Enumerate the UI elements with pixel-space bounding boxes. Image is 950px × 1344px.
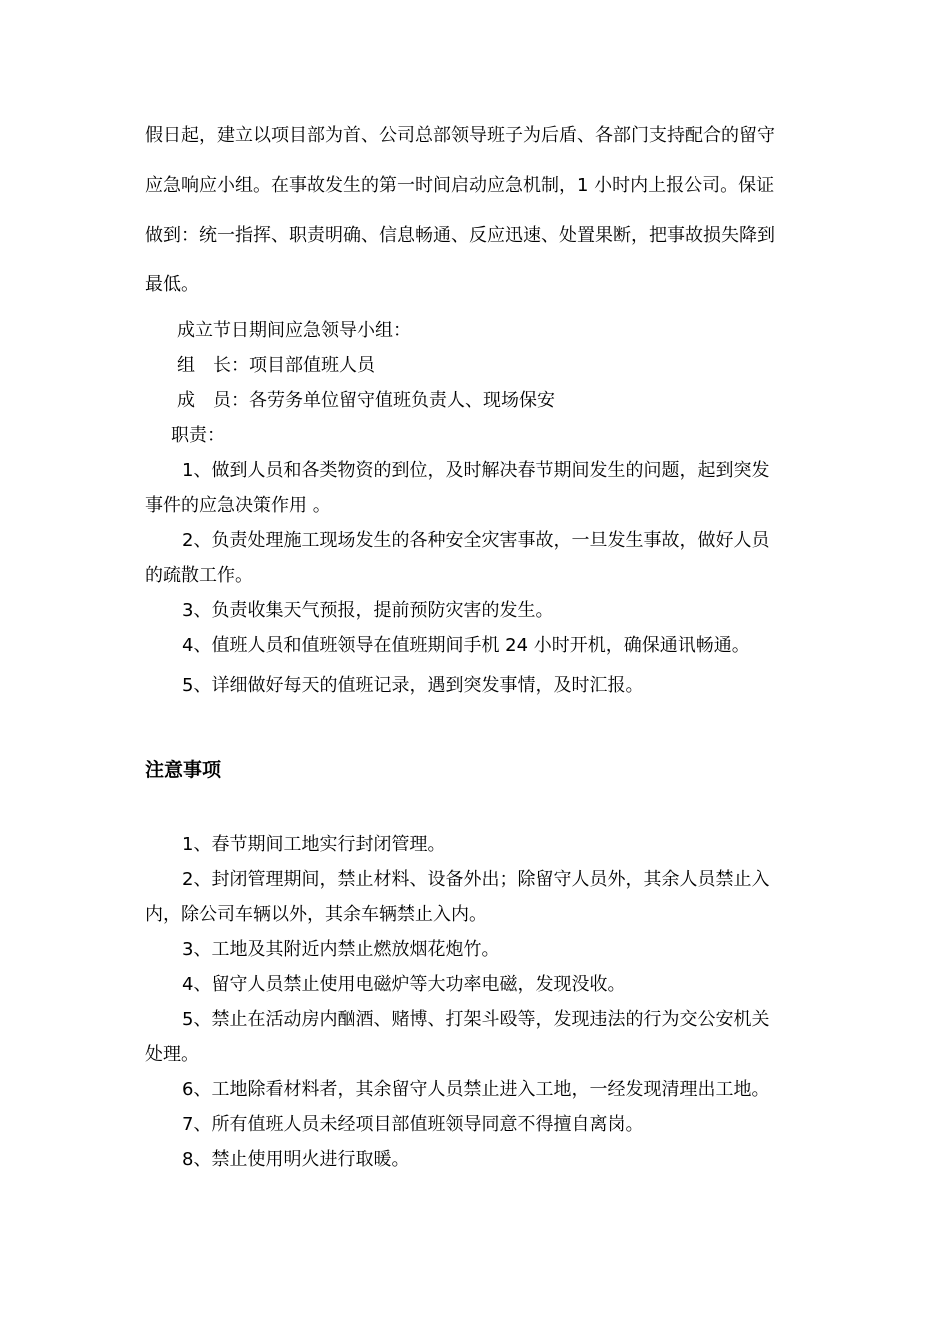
duties-label: 职责： bbox=[171, 425, 225, 446]
note-3: 3、工地及其附近内禁止燃放烟花炮竹。 bbox=[182, 939, 500, 960]
note-4: 4、留守人员禁止使用电磁炉等大功率电磁，发现没收。 bbox=[182, 974, 626, 995]
duty-3: 3、负责收集天气预报，提前预防灾害的发生。 bbox=[182, 600, 554, 621]
note-1: 1、春节期间工地实行封闭管理。 bbox=[182, 834, 446, 855]
note-2-line-1: 2、封闭管理期间，禁止材料、设备外出；除留守人员外，其余人员禁止入 bbox=[182, 869, 770, 890]
leadership-members: 成 员：各劳务单位留守值班负责人、现场保安 bbox=[177, 390, 555, 411]
note-5-line-1: 5、禁止在活动房内酗酒、赌博、打架斗殴等，发现违法的行为交公安机关 bbox=[182, 1009, 770, 1030]
intro-line-3: 做到：统一指挥、职责明确、信息畅通、反应迅速、处置果断，把事故损失降到 bbox=[145, 225, 775, 246]
intro-line-4: 最低。 bbox=[145, 274, 199, 295]
leadership-intro: 成立节日期间应急领导小组： bbox=[177, 320, 411, 341]
duty-2-line-2: 的疏散工作。 bbox=[145, 565, 253, 586]
duty-4: 4、值班人员和值班领导在值班期间手机 24 小时开机，确保通讯畅通。 bbox=[182, 635, 750, 656]
note-2-line-2: 内，除公司车辆以外，其余车辆禁止入内。 bbox=[145, 904, 487, 925]
note-7: 7、所有值班人员未经项目部值班领导同意不得擅自离岗。 bbox=[182, 1114, 644, 1135]
duty-1-line-2: 事件的应急决策作用 。 bbox=[145, 495, 331, 516]
note-6: 6、工地除看材料者，其余留守人员禁止进入工地，一经发现清理出工地。 bbox=[182, 1079, 770, 1100]
duty-2-line-1: 2、负责处理施工现场发生的各种安全灾害事故，一旦发生事故，做好人员 bbox=[182, 530, 770, 551]
notes-heading: 注意事项 bbox=[145, 759, 222, 781]
note-5-line-2: 处理。 bbox=[145, 1044, 199, 1065]
intro-line-1: 假日起，建立以项目部为首、公司总部领导班子为后盾、各部门支持配合的留守 bbox=[145, 125, 775, 146]
leadership-leader: 组 长：项目部值班人员 bbox=[177, 355, 375, 376]
duty-1-line-1: 1、做到人员和各类物资的到位，及时解决春节期间发生的问题，起到突发 bbox=[182, 460, 770, 481]
intro-line-2: 应急响应小组。在事故发生的第一时间启动应急机制，1 小时内上报公司。保证 bbox=[145, 175, 775, 196]
note-8: 8、禁止使用明火进行取暖。 bbox=[182, 1149, 410, 1170]
duty-5: 5、详细做好每天的值班记录，遇到突发事情，及时汇报。 bbox=[182, 675, 644, 696]
